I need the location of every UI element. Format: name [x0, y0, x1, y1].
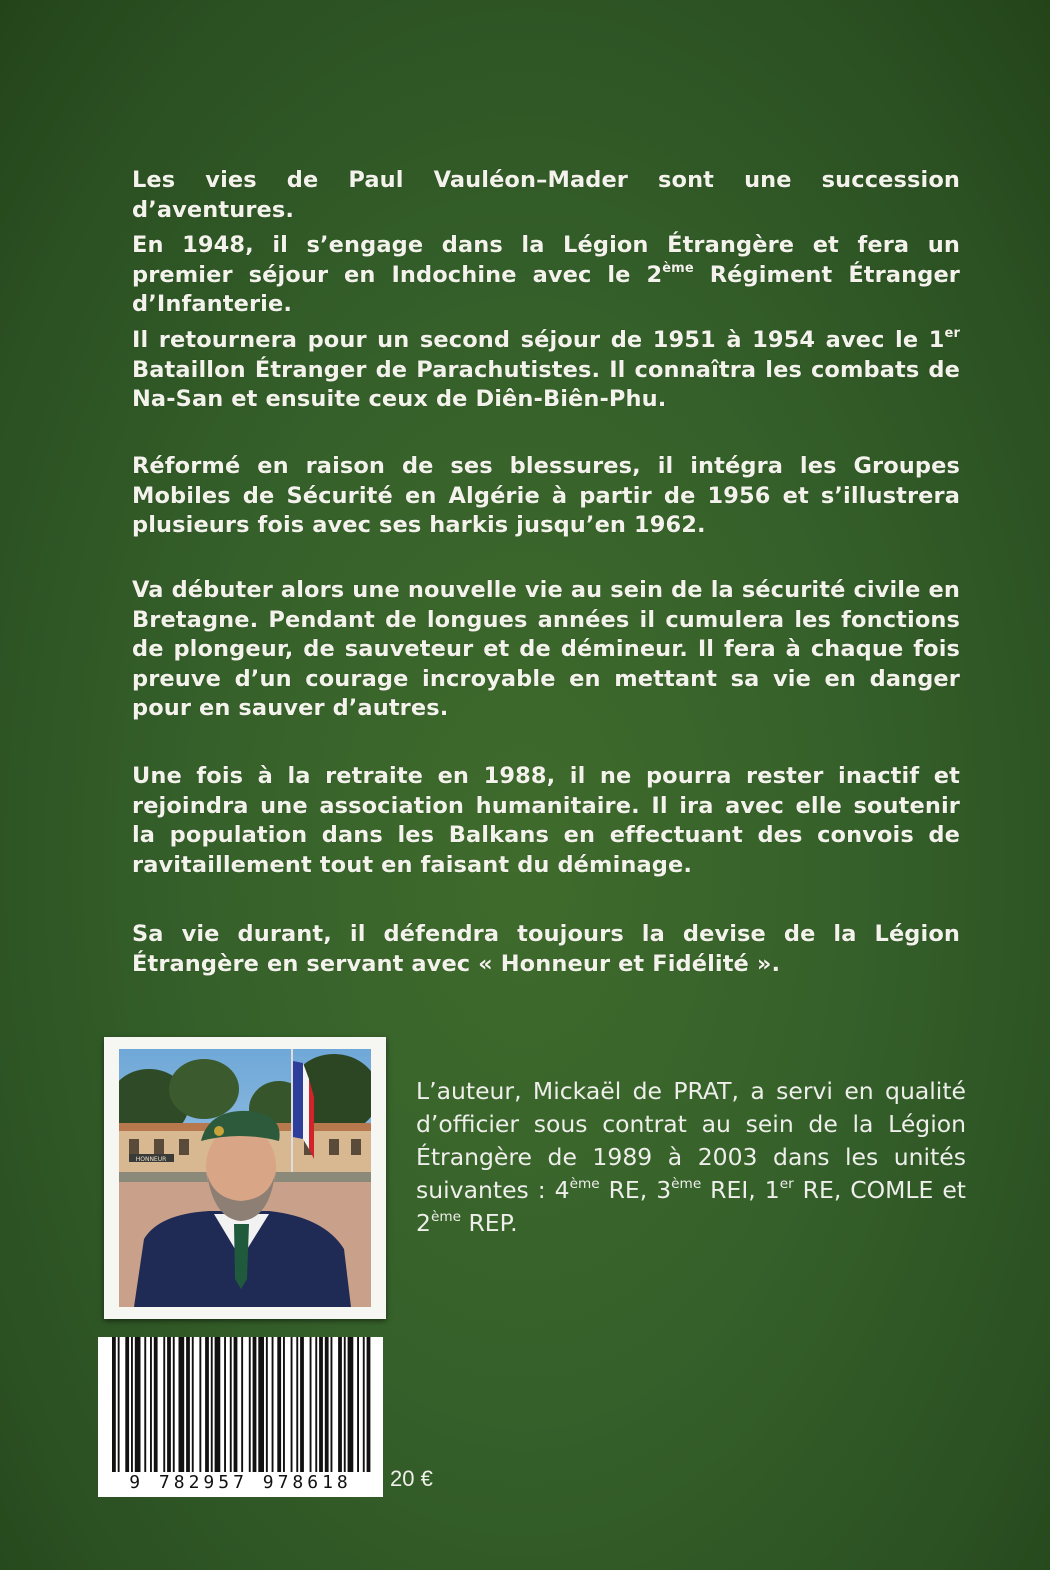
barcode-bar: [300, 1337, 304, 1472]
barcode-bar: [199, 1337, 201, 1472]
barcode-bar: [367, 1337, 371, 1472]
barcode-bar: [234, 1337, 238, 1472]
honneur-sign: HONNEUR: [135, 1156, 167, 1163]
blurb-paragraph-algerie: Réformé en raison de ses blessures, il intégra les Groupes Mobiles de Sécurité en Algérie à partir de 1956 et s’illustrera plusieurs fois avec ses harkis jusqu’en 1962.: [132, 453, 960, 538]
barcode-bar: [258, 1337, 264, 1472]
blurb-paragraph-1948: En 1948, il s’engage dans la Légion Étrangère et fera un premier séjour en Indochine avec le 2ème Régiment Étranger d’Infanterie.: [132, 232, 961, 317]
barcode-bar: [150, 1337, 152, 1472]
barcode-bar: [266, 1337, 268, 1472]
barcode-bar: [125, 1337, 129, 1472]
barcode-bar: [319, 1337, 323, 1472]
barcode-bar: [331, 1337, 333, 1472]
barcode-bar: [179, 1337, 185, 1472]
blurb-intro: Les vies de Paul Vauléon–Mader sont une succession d’aventures.: [132, 167, 960, 223]
barcode-bar: [167, 1337, 171, 1472]
barcode-bar: [249, 1337, 251, 1472]
barcode-bar: [253, 1337, 257, 1472]
barcode-bar: [118, 1337, 120, 1472]
barcode-bar: [283, 1337, 285, 1472]
isbn-digits: 9 782957 978618: [98, 1472, 383, 1494]
price-label: 20 €: [390, 1466, 433, 1491]
barcode-bar: [144, 1337, 146, 1472]
barcode-bar: [325, 1337, 329, 1472]
barcode-bar: [163, 1337, 165, 1472]
barcode-bar: [277, 1337, 281, 1472]
barcode-bar: [315, 1337, 317, 1472]
barcode-bar: [215, 1337, 221, 1472]
barcode-bar: [173, 1337, 175, 1472]
author-portrait-image: [119, 1049, 371, 1307]
barcode-bar: [205, 1337, 209, 1472]
barcode-bar: [131, 1337, 133, 1472]
barcode-bar: [363, 1337, 365, 1472]
barcode-bar: [338, 1337, 342, 1472]
barcode-bar: [348, 1337, 354, 1472]
barcode-bar: [211, 1337, 213, 1472]
blurb-paragraph-1951: Il retournera pour un second séjour de 1951 à 1954 avec le 1er Bataillon Étranger de Parachutistes. Il connaîtra les combats de Na-San et ensuite ceux de Diên-Biên-Phu.: [132, 326, 960, 412]
blurb-paragraph-devise: Sa vie durant, il défendra toujours la devise de la Légion Étrangère en servant avec « Honneur et Fidélité ».: [132, 921, 960, 977]
barcode-bar: [310, 1337, 312, 1472]
barcode-bar: [272, 1337, 274, 1472]
barcode-bar: [344, 1337, 346, 1472]
isbn-barcode: [98, 1337, 383, 1497]
barcode-bars: [108, 1337, 378, 1472]
barcode-bar: [224, 1337, 226, 1472]
barcode-bar: [186, 1337, 190, 1472]
author-photo: [104, 1037, 386, 1319]
barcode-bar: [135, 1337, 141, 1472]
barcode-bar: [154, 1337, 158, 1472]
barcode-bar: [112, 1337, 116, 1472]
barcode-bar: [296, 1337, 298, 1472]
blurb-paragraph-bretagne: Va débuter alors une nouvelle vie au sein de la sécurité civile en Bretagne. Pendant de longues années il cumulera les fonctions de plongeur, de sauveteur et de démineur. Il fera à chaque fois preuve d’un courage incroyable en mettant sa vie en danger pour en sauver d’autres.: [132, 577, 960, 721]
barcode-bar: [230, 1337, 232, 1472]
blurb-paragraph-retraite: Une fois à la retraite en 1988, il ne pourra rester inactif et rejoindra une association humanitaire. Il ira avec elle soutenir la population dans les Balkans en effectuant des convois de ravitaillement tout en faisant du déminage.: [132, 763, 960, 878]
barcode-bar: [291, 1337, 293, 1472]
barcode-bar: [241, 1337, 243, 1472]
barcode-bar: [192, 1337, 194, 1472]
author-bio: L’auteur, Mickaël de PRAT, a servi en qualité d’officier sous contrat au sein de la Légion Étrangère de 1989 à 2003 dans les unités suivantes : 4ème RE, 3ème REI, 1er RE, COMLE et 2ème REP.: [416, 1077, 967, 1237]
barcode-bar: [357, 1337, 359, 1472]
